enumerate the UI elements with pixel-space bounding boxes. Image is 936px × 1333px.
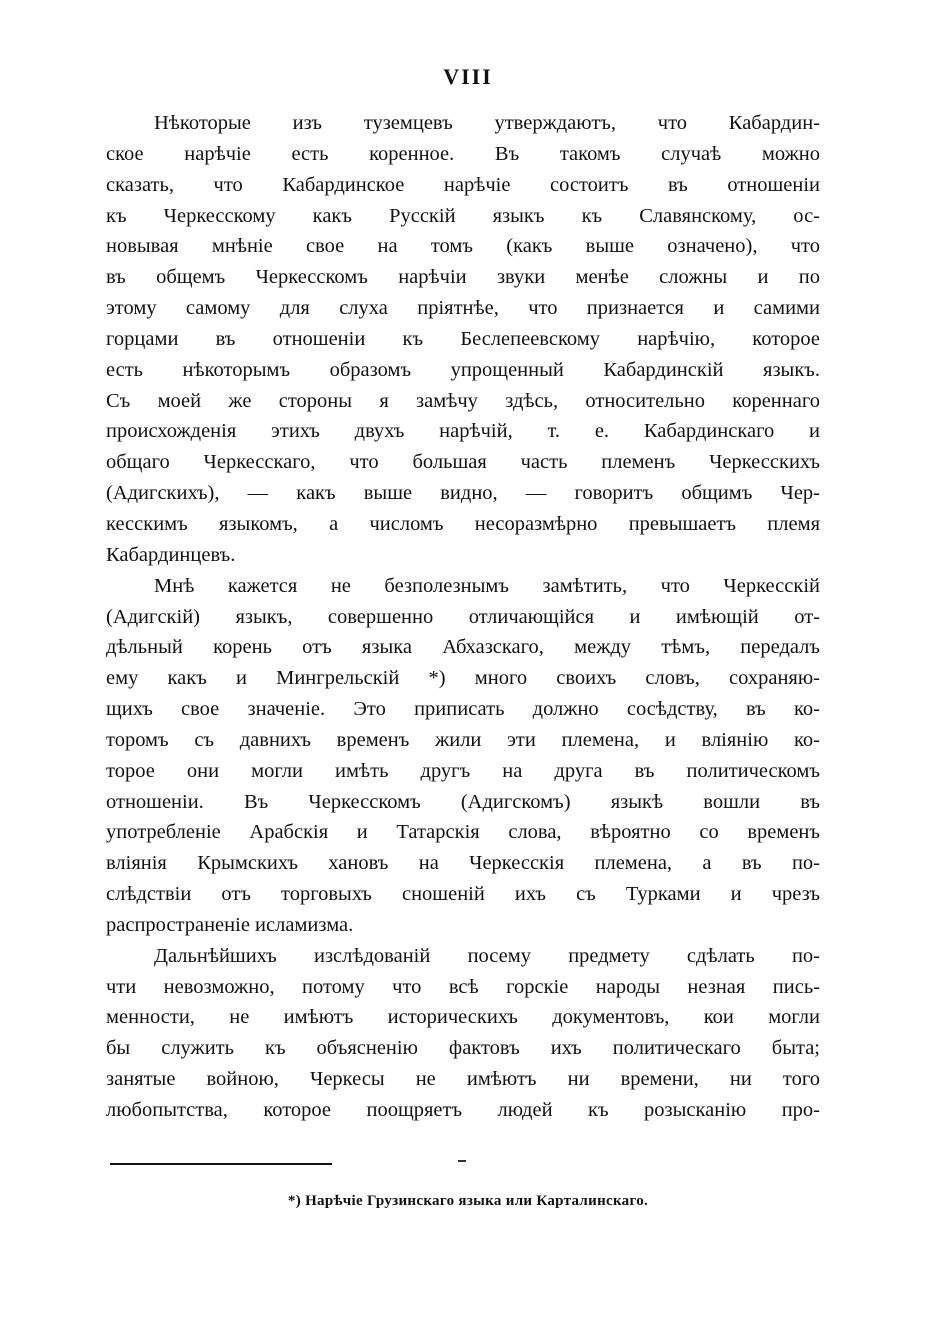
footnote-divider [110, 1163, 332, 1165]
text-line: занятые войною, Черкесы не имѣютъ ни времени, ни того [106, 1068, 820, 1091]
text-line: торомъ съ давнихъ временъ жили эти племена, и вліянію ко- [106, 728, 820, 751]
text-line: любопытства, которое поощряетъ людей къ розысканію про- [106, 1099, 820, 1121]
text-line: торое они могли имѣть другъ на друга въ политическомъ [106, 759, 820, 782]
text-line: (Адигскій) языкъ, совершенно отличающійся и имѣющій от- [106, 605, 820, 628]
print-speck [458, 1160, 466, 1162]
text-line: чти невозможно, потому что всѣ горскіе народы незная пись- [106, 975, 820, 998]
text-line: есть нѣкоторымъ образомъ упрощенный Кабардинскій языкъ. [106, 358, 820, 381]
text-line: кесскимъ языкомъ, а числомъ несоразмѣрно превышаетъ племя [106, 512, 820, 535]
text-line: бы служить къ объясненію фактовъ ихъ политическаго быта; [106, 1037, 820, 1060]
text-line: къ Черкесскому какъ Русскій языкъ къ Славянскому, ос- [106, 204, 820, 227]
text-line: Кабардинцевъ. [106, 543, 236, 566]
text-line: Съ моей же стороны я замѣчу здѣсь, относительно кореннаго [106, 389, 820, 412]
text-line: въ общемъ Черкесскомъ нарѣчіи звуки менѣе сложны и по [106, 266, 820, 289]
text-line: ему какъ и Мингрельскій *) много своихъ словъ, сохраняю- [106, 667, 820, 690]
text-line: слѣдствіи отъ торговыхъ сношеній ихъ съ Турками и чрезъ [106, 883, 820, 906]
text-line: менности, не имѣютъ историческихъ документовъ, кои могли [106, 1006, 820, 1029]
page-number: VIII [443, 64, 493, 89]
text-line: этому самому для слуха пріятнѣе, что признается и самими [106, 297, 820, 320]
text-line: вліянія Крымскихъ хановъ на Черкесскія племена, а въ по- [106, 852, 820, 875]
text-line: ское нарѣчіе есть коренное. Въ такомъ случаѣ можно [106, 142, 820, 165]
text-line: сказать, что Кабардинское нарѣчіе состоитъ въ отношеніи [106, 173, 820, 196]
text-line: отношеніи. Въ Черкесскомъ (Адигскомъ) языкѣ вошли въ [106, 790, 820, 813]
body-text [106, 108, 820, 1126]
text-line: общаго Черкесскаго, что большая часть племенъ Черкесскихъ [106, 451, 820, 474]
text-line: распространеніе исламизма. [106, 913, 354, 936]
text-line: дѣльный корень отъ языка Абхазскаго, между тѣмъ, передалъ [106, 636, 820, 659]
text-line: (Адигскихъ), — какъ выше видно, — говоритъ общимъ Чер- [106, 482, 820, 505]
text-line: Мнѣ кажется не безполезнымъ замѣтить, что Черкесскій [154, 574, 820, 597]
text-line: щихъ свое значеніе. Это приписать должно сосѣдству, въ ко- [106, 698, 820, 721]
text-line: горцами въ отношеніи къ Беслепеевскому нарѣчію, которое [106, 327, 820, 350]
text-line: Дальнѣйшихъ изслѣдованій посему предмету сдѣлать по- [154, 944, 820, 967]
footnote: *) Нарѣчіе Грузинскаго языка или Карталинскаго. [287, 1193, 649, 1209]
text-line: происхожденія этихъ двухъ нарѣчій, т. е. Кабардинскаго и [106, 420, 820, 443]
text-line: новывая мнѣніе свое на томъ (какъ выше означено), что [106, 235, 820, 258]
text-line: употребленіе Арабскія и Татарскія слова, вѣроятно со временъ [106, 821, 820, 844]
text-line: Нѣкоторые изъ туземцевъ утверждаютъ, что Кабардин- [154, 112, 820, 134]
